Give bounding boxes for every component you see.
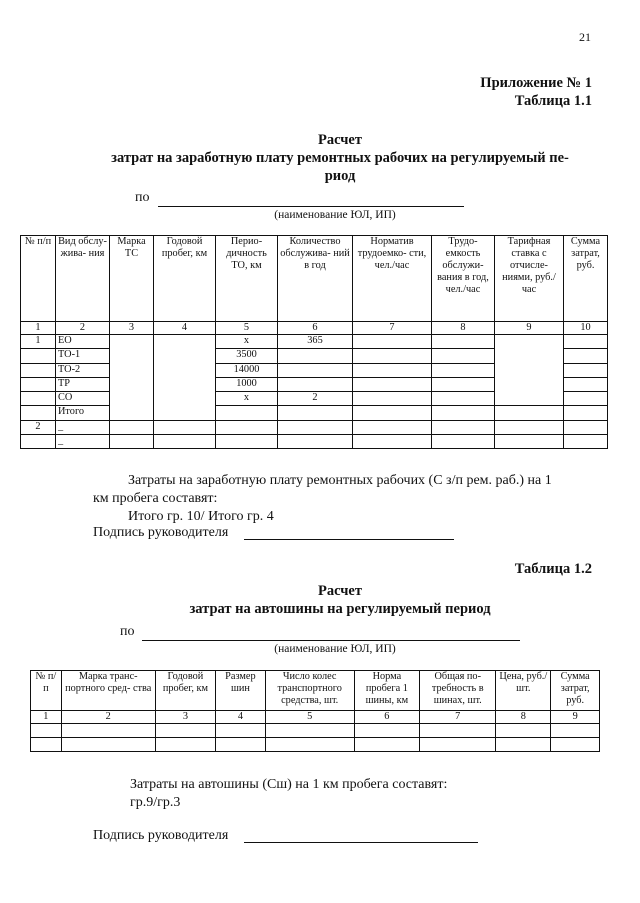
t1-header-cell: Марка ТС	[110, 236, 154, 322]
t1-cell: Итого	[56, 406, 110, 420]
page-number: 21	[579, 30, 591, 44]
t1-cell	[110, 420, 154, 434]
t1-formula: Итого гр. 10/ Итого гр. 4	[128, 509, 274, 524]
t1-cell	[564, 392, 608, 406]
t1-cell	[154, 420, 216, 434]
t1-cell	[216, 435, 278, 449]
t1-para-line: км пробега составят:	[93, 491, 218, 506]
t1-number-cell: 5	[216, 322, 278, 335]
t2-cell	[61, 738, 155, 752]
t1-header-cell: Трудо- емкость обслужи- вания в год, чел./час	[432, 236, 495, 322]
t1-cell: 2	[278, 392, 353, 406]
t2-cell	[420, 724, 496, 738]
t2-para-line: Затраты на автошины (Сш) на 1 км пробега составят:	[130, 777, 448, 792]
table-label: Таблица 1.1	[514, 93, 592, 109]
t1-row	[21, 435, 608, 449]
t2-number-cell: 2	[61, 711, 155, 724]
t2-header-cell: Число колес транспортного средства, шт.	[265, 671, 354, 711]
t1-title-line: риод	[324, 168, 356, 184]
t1-cell: 1	[21, 335, 56, 349]
t1-po-underline	[158, 206, 464, 207]
t2-signature-label: Подпись руководителя	[93, 828, 229, 843]
t2-number-cell: 6	[354, 711, 420, 724]
t1-cell	[432, 435, 495, 449]
t2-cell	[496, 738, 551, 752]
t2-title-line: Расчет	[318, 583, 362, 599]
t2-number-cell: 9	[551, 711, 600, 724]
t1-cell	[278, 363, 353, 377]
t2-po-underline	[142, 640, 520, 641]
t2-cell	[354, 738, 420, 752]
t1-signature-label: Подпись руководителя	[93, 525, 229, 540]
t1-title-line: затрат на заработную плату ремонтных рабочих на регулируемый пе-	[111, 150, 569, 166]
t1-cell	[21, 377, 56, 391]
t1-header-cell: Норматив трудоемко- сти, чел./час	[353, 236, 432, 322]
t1-cell	[564, 363, 608, 377]
t1-cell	[353, 335, 432, 349]
t2-cell	[265, 724, 354, 738]
t2-title-line: затрат на автошины на регулируемый период	[189, 601, 491, 617]
t2-cell	[354, 724, 420, 738]
t1-cell	[564, 406, 608, 420]
t2-po-caption: (наименование ЮЛ, ИП)	[274, 643, 396, 655]
t1-number-cell: 4	[154, 322, 216, 335]
t1-cell	[154, 435, 216, 449]
t2-header-cell: Цена, руб./шт.	[496, 671, 551, 711]
t2-cell	[31, 738, 62, 752]
t1-cell: 14000	[216, 363, 278, 377]
t2-header-cell: № п/п	[31, 671, 62, 711]
t1-header-cell: Годовой пробег, км	[154, 236, 216, 322]
t2-cell	[496, 724, 551, 738]
t1-row	[21, 406, 608, 420]
t1-cell: 365	[278, 335, 353, 349]
t1-cell	[432, 420, 495, 434]
t2-number-row	[31, 711, 600, 724]
t1-cell: ТО-2	[56, 363, 110, 377]
t1-cell	[278, 406, 353, 420]
t1-table	[20, 235, 608, 449]
t1-cell: ТО-1	[56, 349, 110, 363]
t1-cell: 1000	[216, 377, 278, 391]
t1-number-cell: 6	[278, 322, 353, 335]
t1-cell	[495, 335, 564, 406]
t2-cell	[155, 724, 215, 738]
t2-cell	[216, 724, 266, 738]
t1-cell	[353, 363, 432, 377]
t1-cell	[21, 406, 56, 420]
t1-cell	[21, 363, 56, 377]
t1-cell: х	[216, 392, 278, 406]
t1-cell	[495, 420, 564, 434]
t1-para-line: Затраты на заработную плату ремонтных рабочих (С з/п рем. раб.) на 1	[128, 473, 552, 488]
t1-cell	[278, 349, 353, 363]
t1-cell	[432, 392, 495, 406]
t2-cell	[155, 738, 215, 752]
t1-header-row	[21, 236, 608, 322]
t1-cell	[21, 349, 56, 363]
t1-cell: СО	[56, 392, 110, 406]
t2-number-cell: 5	[265, 711, 354, 724]
t2-cell	[265, 738, 354, 752]
t2-number-cell: 8	[496, 711, 551, 724]
t1-header-cell: Количество обслужива- ний в год	[278, 236, 353, 322]
t1-cell	[432, 406, 495, 420]
t2-number-cell: 7	[420, 711, 496, 724]
t2-table-label: Таблица 1.2	[514, 561, 592, 577]
t1-cell: 3500	[216, 349, 278, 363]
t1-cell	[216, 406, 278, 420]
t1-cell	[154, 335, 216, 421]
t1-cell	[564, 420, 608, 434]
t1-cell	[21, 435, 56, 449]
t2-formula: гр.9/гр.3	[130, 795, 181, 810]
t2-header-cell: Общая по- требность в шинах, шт.	[420, 671, 496, 711]
t2-po-label: по	[120, 624, 135, 639]
t1-cell	[564, 335, 608, 349]
t1-cell	[216, 420, 278, 434]
t1-number-cell: 7	[353, 322, 432, 335]
t1-number-cell: 2	[56, 322, 110, 335]
t2-cell	[551, 724, 600, 738]
t1-cell	[110, 335, 154, 421]
t1-number-cell: 10	[564, 322, 608, 335]
t1-row	[21, 420, 608, 434]
appendix-line: Приложение № 1	[480, 75, 592, 91]
t2-cell	[216, 738, 266, 752]
t2-row	[31, 738, 600, 752]
t2-header-cell: Сумма затрат, руб.	[551, 671, 600, 711]
t1-cell	[353, 406, 432, 420]
t2-header-cell: Размер шин	[216, 671, 266, 711]
t1-cell: ЕО	[56, 335, 110, 349]
t2-cell	[61, 724, 155, 738]
t1-cell: 2	[21, 420, 56, 434]
t1-header-cell: № п/п	[21, 236, 56, 322]
t2-number-cell: 4	[216, 711, 266, 724]
t1-cell: ТР	[56, 377, 110, 391]
t2-row	[31, 724, 600, 738]
t1-number-cell: 9	[495, 322, 564, 335]
t2-signature-line	[244, 842, 478, 843]
t1-cell	[432, 335, 495, 349]
t1-row	[21, 335, 608, 349]
t1-cell	[564, 349, 608, 363]
t1-header-cell: Перио- дичность ТО, км	[216, 236, 278, 322]
t1-cell	[278, 435, 353, 449]
appendix-heading	[480, 74, 592, 110]
t1-cell	[432, 363, 495, 377]
t2-header-cell: Норма пробега 1 шины, км	[354, 671, 420, 711]
t1-cell	[353, 420, 432, 434]
t1-cell	[564, 435, 608, 449]
t1-cell: х	[216, 335, 278, 349]
t2-header-cell: Годовой пробег, км	[155, 671, 215, 711]
t1-number-cell: 8	[432, 322, 495, 335]
t1-cell	[495, 406, 564, 420]
t2-cell	[31, 724, 62, 738]
t1-cell	[278, 377, 353, 391]
t2-header-row	[31, 671, 600, 711]
t1-po-caption: (наименование ЮЛ, ИП)	[274, 209, 396, 221]
t1-cell	[432, 349, 495, 363]
t1-cell	[353, 435, 432, 449]
t1-cell	[432, 377, 495, 391]
t1-number-cell: 3	[110, 322, 154, 335]
t2-number-cell: 1	[31, 711, 62, 724]
t1-cell	[353, 377, 432, 391]
t1-cell: _	[56, 420, 110, 434]
t2-header-cell: Марка транс- портного сред- ства	[61, 671, 155, 711]
t1-header-cell: Вид обслу- жива- ния	[56, 236, 110, 322]
t1-number-row	[21, 322, 608, 335]
t1-number-cell: 1	[21, 322, 56, 335]
t2-table	[30, 670, 600, 752]
t2-number-cell: 3	[155, 711, 215, 724]
t2-cell	[551, 738, 600, 752]
t1-cell	[564, 377, 608, 391]
t1-cell: _	[56, 435, 110, 449]
t1-cell	[495, 435, 564, 449]
t1-cell	[353, 392, 432, 406]
t2-cell	[420, 738, 496, 752]
t1-cell	[21, 392, 56, 406]
t1-header-cell: Тарифная ставка с отчисле- ниями, руб./час	[495, 236, 564, 322]
t1-cell	[278, 420, 353, 434]
t1-cell	[353, 349, 432, 363]
t1-header-cell: Сумма затрат, руб.	[564, 236, 608, 322]
t1-cell	[110, 435, 154, 449]
t1-title-line: Расчет	[318, 132, 362, 148]
t1-po-label: по	[135, 190, 150, 205]
t1-signature-line	[244, 539, 454, 540]
